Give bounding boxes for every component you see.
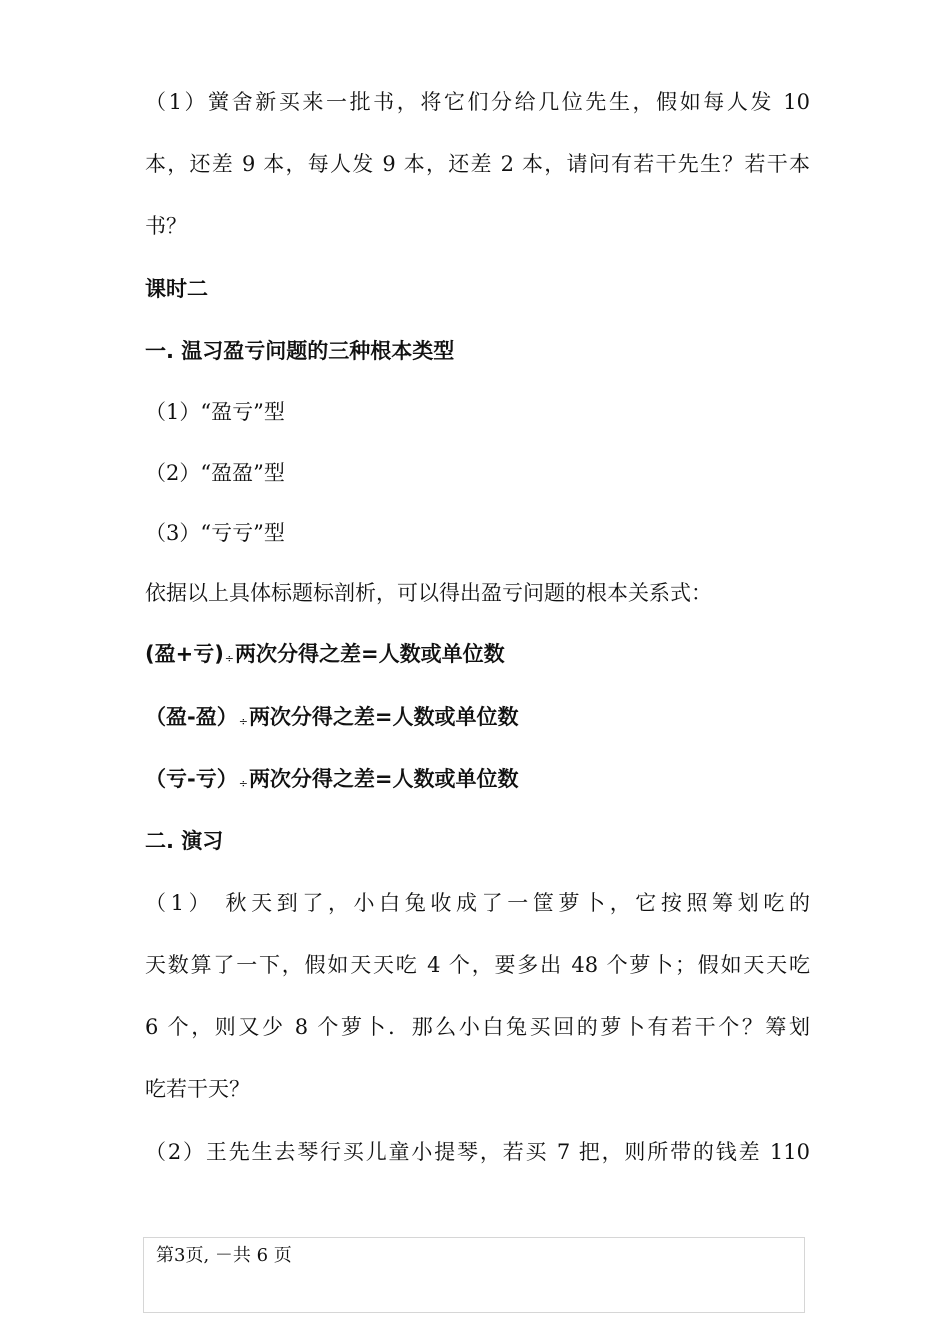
problem-line-2: 本，还差 9 本，每人发 9 本，还差 2 本，请问有若干先生？若干本 — [145, 152, 810, 176]
formula-right: 两次分得之差=人数或单位数 — [248, 767, 519, 791]
page-footer — [143, 1237, 805, 1313]
formula-left: （亏-亏） — [145, 767, 238, 791]
exercise1-line-1: （1） 秋天到了，小白兔收成了一筐萝卜，它按照筹划吃的 — [145, 891, 810, 915]
page-number: 第3页, －共 6 页 — [156, 1245, 292, 1266]
type-item: （3）“亏亏”型 — [145, 521, 285, 545]
type-item: （1）“盈亏”型 — [145, 400, 285, 424]
problem-line-3: 书？ — [145, 214, 187, 238]
type-item: （2）“盈盈”型 — [145, 461, 285, 485]
section2-heading: 二. 演习 — [145, 829, 224, 853]
formula-line — [145, 640, 810, 673]
formula-right: 两次分得之差=人数或单位数 — [235, 642, 505, 666]
formula-right: 两次分得之差=人数或单位数 — [248, 705, 519, 729]
divide-symbol: ÷ — [238, 715, 248, 728]
divide-symbol: ÷ — [224, 652, 235, 665]
formula-line — [145, 765, 810, 798]
section1-heading: 一. 温习盈亏问题的三种根本类型 — [145, 339, 455, 363]
exercise1-line-2: 天数算了一下，假如天天吃 4 个，要多出 48 个萝卜；假如天天吃 — [145, 953, 810, 977]
formula-left: （盈-盈） — [145, 705, 238, 729]
divide-symbol: ÷ — [238, 777, 248, 790]
problem-line-1: （1）黉舍新买来一批书，将它们分给几位先生，假如每人发 10 — [145, 90, 810, 114]
exercise2-line-1: （2）王先生去琴行买儿童小提琴，若买 7 把，则所带的钱差 110 — [145, 1140, 810, 1164]
summary-text: 依据以上具体标题标剖析，可以得出盈亏问题的根本关系式： — [145, 581, 712, 605]
lesson-title: 课时二 — [145, 277, 208, 301]
exercise1-line-3: 6 个，则又少 8 个萝卜．那么小白兔买回的萝卜有若干个？筹划 — [145, 1015, 810, 1039]
formula-line — [145, 703, 810, 736]
exercise1-line-4: 吃若干天？ — [145, 1077, 250, 1101]
formula-left: (盈+亏) — [145, 642, 224, 666]
